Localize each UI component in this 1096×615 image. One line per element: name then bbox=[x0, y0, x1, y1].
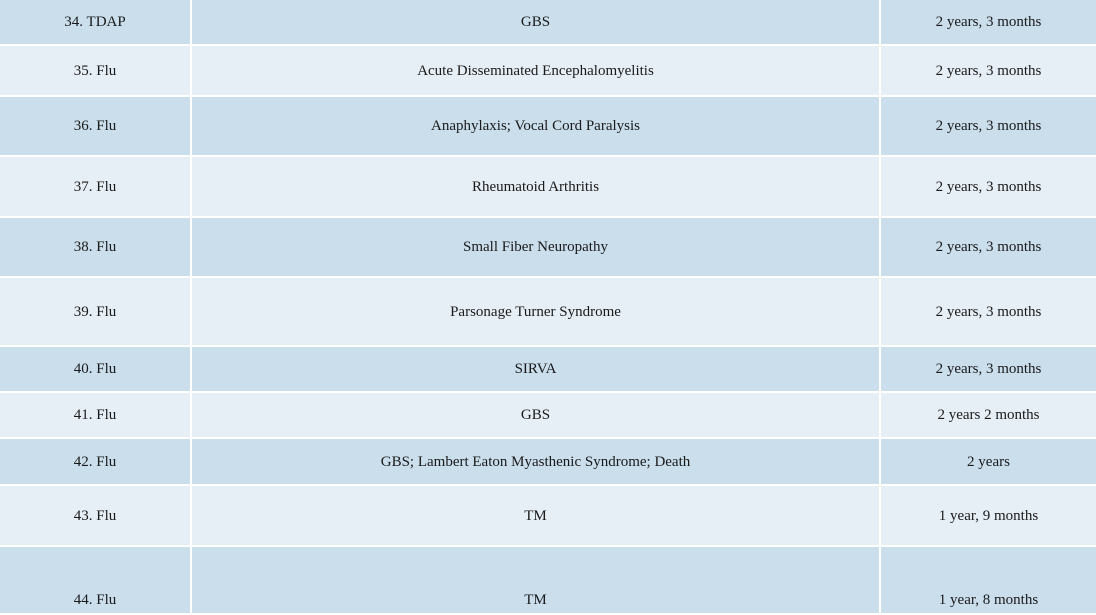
table-row bbox=[0, 97, 1096, 157]
injury-cell: GBS; Lambert Eaton Myasthenic Syndrome; Death bbox=[190, 439, 879, 486]
vaccine-cell: 43. Flu bbox=[0, 486, 190, 547]
table-row bbox=[0, 547, 1096, 615]
vaccine-cell: 42. Flu bbox=[0, 439, 190, 486]
table-row bbox=[0, 218, 1096, 278]
time-cell: 2 years, 3 months bbox=[879, 347, 1096, 393]
vaccine-cell: 44. Flu bbox=[0, 547, 190, 615]
injury-cell: GBS bbox=[190, 0, 879, 46]
injury-cell: Rheumatoid Arthritis bbox=[190, 157, 879, 218]
time-cell: 2 years, 3 months bbox=[879, 278, 1096, 347]
vaccine-cell: 37. Flu bbox=[0, 157, 190, 218]
table-row bbox=[0, 46, 1096, 97]
time-cell: 2 years, 3 months bbox=[879, 157, 1096, 218]
table-row bbox=[0, 157, 1096, 218]
table-row bbox=[0, 0, 1096, 46]
injury-cell: SIRVA bbox=[190, 347, 879, 393]
time-cell: 1 year, 9 months bbox=[879, 486, 1096, 547]
injury-cell: GBS bbox=[190, 393, 879, 439]
time-cell: 2 years bbox=[879, 439, 1096, 486]
time-cell: 2 years, 3 months bbox=[879, 218, 1096, 278]
injury-cell: Anaphylaxis; Vocal Cord Paralysis bbox=[190, 97, 879, 157]
vaccine-cell: 39. Flu bbox=[0, 278, 190, 347]
time-cell: 2 years, 3 months bbox=[879, 97, 1096, 157]
injury-cell: TM bbox=[190, 486, 879, 547]
vaccine-cell: 34. TDAP bbox=[0, 0, 190, 46]
vaccine-cell: 40. Flu bbox=[0, 347, 190, 393]
time-cell: 2 years, 3 months bbox=[879, 46, 1096, 97]
injury-cell: Acute Disseminated Encephalomyelitis bbox=[190, 46, 879, 97]
time-cell: 1 year, 8 months bbox=[879, 547, 1096, 615]
table-row bbox=[0, 278, 1096, 347]
time-cell: 2 years 2 months bbox=[879, 393, 1096, 439]
vaccine-cell: 38. Flu bbox=[0, 218, 190, 278]
injury-cell: Parsonage Turner Syndrome bbox=[190, 278, 879, 347]
injury-cell: TM bbox=[190, 547, 879, 615]
vaccine-cell: 41. Flu bbox=[0, 393, 190, 439]
vaccine-cell: 35. Flu bbox=[0, 46, 190, 97]
vaccine-cell: 36. Flu bbox=[0, 97, 190, 157]
injury-cell: Small Fiber Neuropathy bbox=[190, 218, 879, 278]
table-row bbox=[0, 486, 1096, 547]
table-row bbox=[0, 439, 1096, 486]
time-cell: 2 years, 3 months bbox=[879, 0, 1096, 46]
table-row bbox=[0, 393, 1096, 439]
table-row bbox=[0, 347, 1096, 393]
